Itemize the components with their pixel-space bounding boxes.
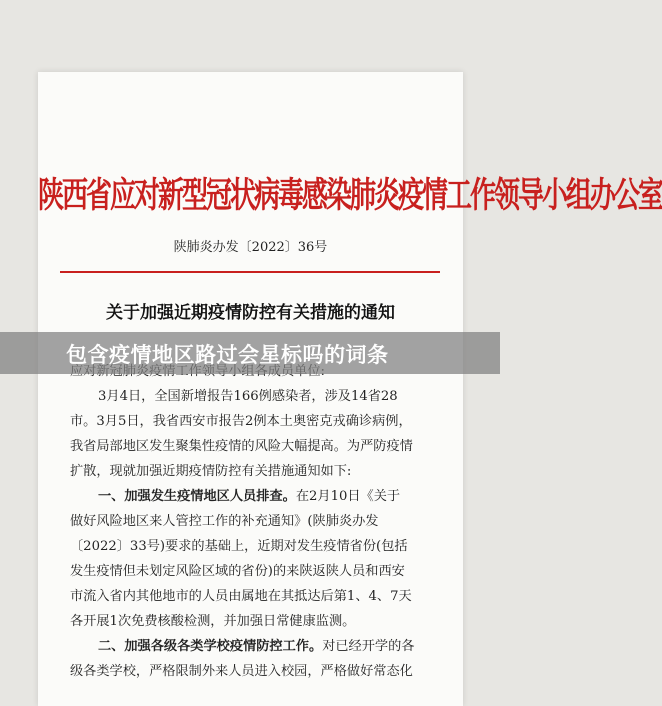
document-page — [38, 72, 662, 706]
body-line: 级各类学校，严格限制外来人员进入校园，严格做好常态化 — [70, 664, 413, 679]
issuer-title: 陕西省应对新型冠状病毒感染肺炎疫情工作领导小组办公室 — [38, 176, 662, 217]
section-1-heading: 一、加强发生疫情地区人员排查。 — [98, 489, 296, 504]
body-line: 我省局部地区发生聚集性疫情的风险大幅提高。为严防疫情 — [70, 439, 413, 454]
body-line: 市。3月5日，我省西安市报告2例本土奥密克戎确诊病例， — [70, 414, 412, 429]
body-line: 各开展1次免费核酸检测，并加强日常健康监测。 — [70, 614, 356, 629]
document-number: 陕肺炎办发〔2022〕36号 — [173, 240, 328, 255]
caption-text: 包含疫情地区路过会星标吗的词条 — [66, 343, 389, 367]
body-line: 做好风险地区来人管控工作的补充通知》(陕肺炎办发 — [70, 514, 379, 529]
body-line: 扩散，现就加强近期疫情防控有关措施通知如下: — [70, 464, 352, 479]
body-line: 市流入省内其他地市的人员由属地在其抵达后第1、4、7天 — [70, 589, 412, 604]
section-2-line — [98, 635, 415, 654]
section-2-text: 对已经开学的各 — [322, 639, 415, 654]
red-divider — [60, 271, 440, 273]
section-1-text: 在2月10日《关于 — [295, 489, 401, 504]
body-line: 发生疫情但未划定风险区域的省份)的来陕返陕人员和西安 — [70, 564, 405, 579]
body-line: 3月4日，全国新增报告166例感染者，涉及14省28 — [98, 389, 398, 404]
notice-title: 关于加强近期疫情防控有关措施的通知 — [106, 303, 395, 323]
body-line: 〔2022〕33号)要求的基础上，近期对发生疫情省份(包括 — [70, 539, 408, 554]
section-1-line — [98, 485, 400, 504]
section-2-heading: 二、加强各级各类学校疫情防控工作。 — [98, 639, 323, 654]
caption-banner — [0, 332, 500, 374]
